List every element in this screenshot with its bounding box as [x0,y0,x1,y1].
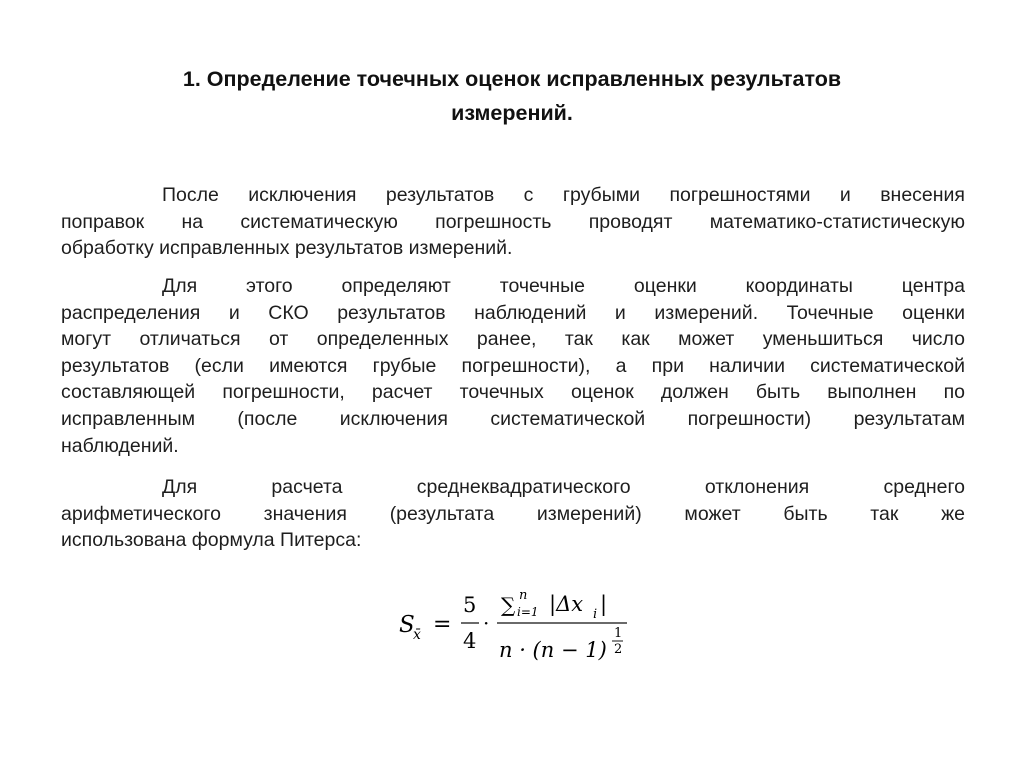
formula-denominator: n · (n − 1) [499,638,607,662]
paragraph-line: результатов (если имеются грубые погрешности), а при наличии систематической [61,354,965,377]
paragraph-line: арифметического значения (результата измерений) может быть так же [61,502,965,525]
paragraph-line: исправленным (после исключения систематической погрешности) результатам [61,407,965,430]
formula-exponent-numerator: 1 [614,626,623,641]
paragraph-2 [61,273,965,459]
formula-sum-lower: i=1 [517,605,539,619]
paragraph-line: поправок на систематическую погрешность проводят математико-статистическую [61,210,965,233]
title-line-1: 1. Определение точечных оценок исправленных результатов [182,67,842,91]
formula-abs-close: | [600,592,608,616]
formula-lhs: S [399,612,415,638]
formula-abs-expression: |Δx [549,592,584,616]
paragraph-line: могут отличаться от определенных ранее, так как может уменьшиться число [61,328,965,351]
page-title [100,62,924,130]
paragraph-1 [61,182,965,262]
formula-lhs-subscript: x̄ [413,627,421,643]
formula-sum-upper: n [519,588,528,603]
formula-exponent-denominator: 2 [614,642,623,657]
formula-dot: · [483,611,490,635]
title-line-2: измерений. [451,101,573,125]
paragraph-line: Для этого определяют точечные оценки координаты центра [162,275,965,297]
paragraph-line: обработку исправленных результатов измерений. [61,237,513,260]
formula-coef-numerator: 5 [463,593,477,617]
paragraph-line: наблюдений. [61,434,179,457]
paragraph-line: использована формула Питерса: [61,529,362,552]
peters-formula [395,585,645,675]
formula-abs-subscript: i [593,607,598,622]
formula-coef-denominator: 4 [463,629,477,653]
paragraph-line: составляющей погрешности, расчет точечных оценок должен быть выполнен по [61,381,965,404]
paragraph-line: После исключения результатов с грубыми погрешностями и внесения [162,184,965,206]
formula-svg [395,585,645,675]
formula-sum-symbol: ∑ [501,593,516,617]
paragraph-line: Для расчета среднеквадратического отклонения среднего [162,476,965,498]
paragraph-line: распределения и СКО результатов наблюдений и измерений. Точечные оценки [61,301,965,324]
formula-equals: = [433,612,452,637]
paragraph-3 [61,474,965,554]
